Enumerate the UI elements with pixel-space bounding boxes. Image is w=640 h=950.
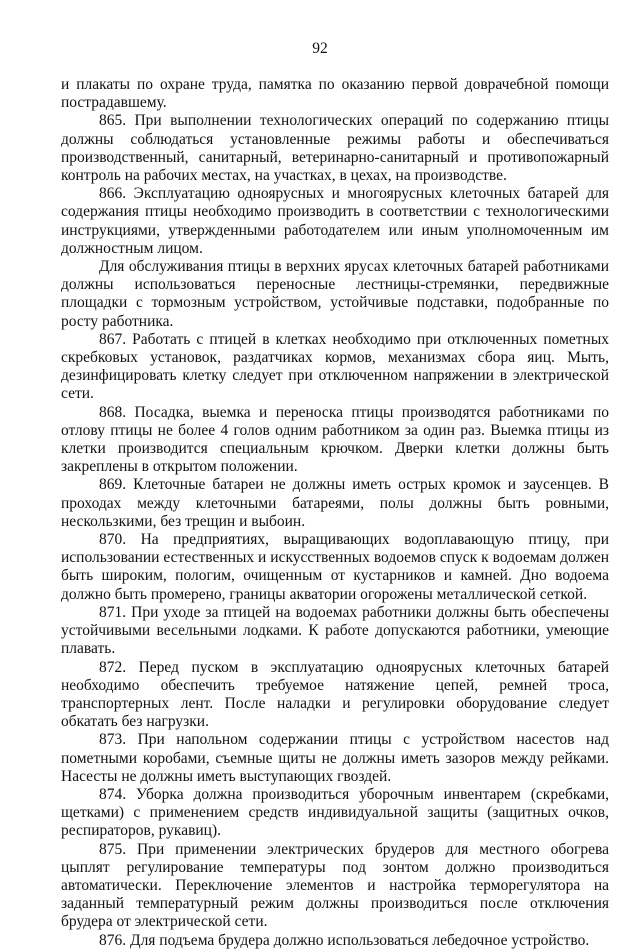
paragraph-866-continued: Для обслуживания птицы в верхних ярусах клеточных батарей работниками должны использоваться переносные лестницы-стремянки, передвижные площадки с тормозным устройством, устойчивые подставки, подобранные по росту работника. xyxy=(61,258,609,330)
paragraph-865: 865. При выполнении технологических операций по содержанию птицы должны соблюдаться установленные режимы работы и обеспечиваться производственный, санитарный, ветеринарно-санитарный и противопожарный контроль на рабочих местах, на участках, в цехах, на производстве. xyxy=(61,112,609,185)
paragraph-870: 870. На предприятиях, выращивающих водоплавающую птицу, при использовании естественных и искусственных водоемов спуск к водоемам должен быть широким, пологим, очищенным от кустарников и камней. Дно водоема должно быть промерено, границы акватории огорожены металлической сеткой. xyxy=(61,531,609,603)
paragraph-867: 867. Работать с птицей в клетках необходимо при отключенных пометных скребковых установок, раздатчиках кормов, механизмах сбора яиц. Мыть, дезинфицировать клетку следует при отключенном напряжении в электрической сети. xyxy=(61,330,609,403)
paragraph-869: 869. Клеточные батареи не должны иметь острых кромок и заусенцев. В проходах между клеточными батареями, полы должны быть ровными, нескользкими, без трещин и выбоин. xyxy=(61,476,609,530)
paragraph-875: 875. При применении электрических брудеров для местного обогрева цыплят регулирование температуры под зонтом должно производиться автоматически. Переключение элементов и настройка терморегулятора на заданный температурный режим должны производиться после отключения брудера от электрической сети. xyxy=(61,840,609,931)
paragraph-continuation: и плакаты по охране труда, памятка по оказанию первой доврачебной помощи пострадавшему. xyxy=(61,76,609,112)
paragraph-874: 874. Уборка должна производиться уборочным инвентарем (скребками, щетками) с применением средств индивидуальной защиты (защитных очков, респираторов, рукавиц). xyxy=(61,785,609,840)
paragraph-876: 876. Для подъема брудера должно использоваться лебедочное устройство. xyxy=(99,931,590,949)
document-body xyxy=(61,76,609,950)
paragraph-873: 873. При напольном содержании птицы с устройством насестов над пометными коробами, съемные щиты не должны иметь зазоров между рейками. Насесты не должны иметь выступающих гвоздей. xyxy=(61,731,609,785)
page-number: 92 xyxy=(312,40,328,57)
paragraph-866: 866. Эксплуатацию одноярусных и многоярусных клеточных батарей для содержания птицы необходимо производить в соответствии с технологическими инструкциями, утвержденными работодателем или иным уполномоченным им должностным лицом. xyxy=(61,185,609,257)
paragraph-871: 871. При уходе за птицей на водоемах работники должны быть обеспечены устойчивыми весельными лодками. К работе допускаются работники, умеющие плавать. xyxy=(61,603,609,658)
paragraph-868: 868. Посадка, выемка и переноска птицы производятся работниками по отлову птицы не более 4 голов одним работником за один раз. Выемка птицы из клетки производится специальным крючком. Дверки клетки должны быть закреплены в открытом положении. xyxy=(61,403,609,476)
paragraph-872: 872. Перед пуском в эксплуатацию одноярусных клеточных батарей необходимо обеспечить требуемое натяжение цепей, ремней троса, транспортерных лент. После наладки и регулировки оборудование следует обкатать без нагрузки. xyxy=(61,658,609,731)
